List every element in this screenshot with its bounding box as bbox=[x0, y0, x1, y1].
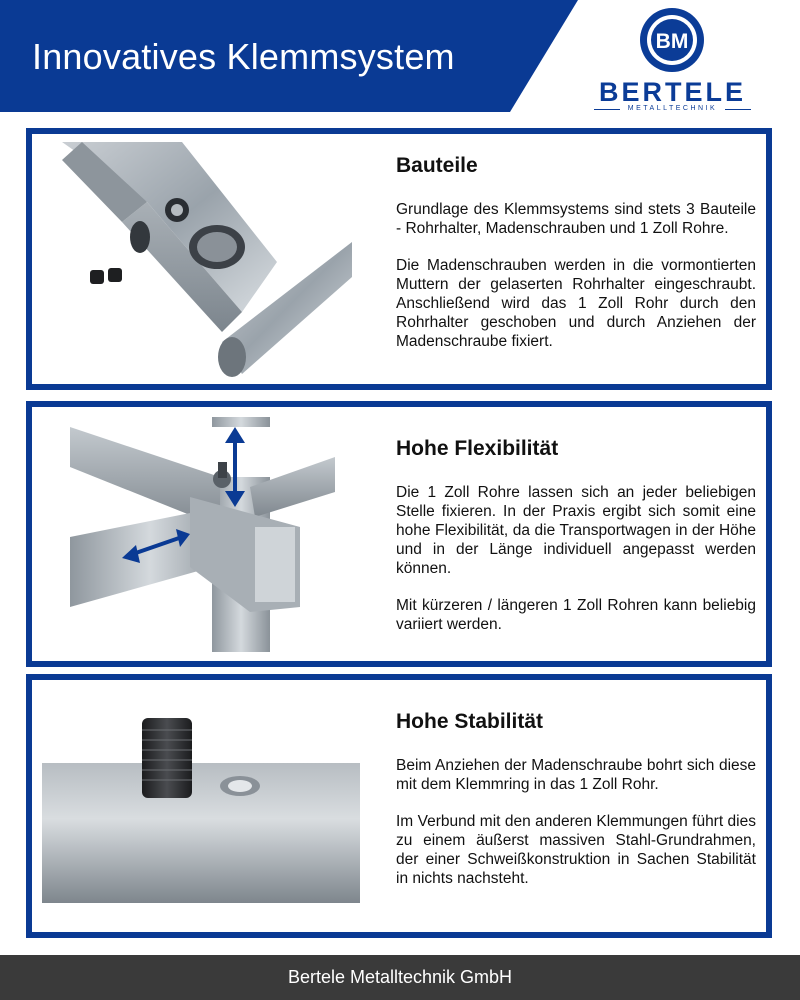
set-screw-photo bbox=[42, 708, 360, 908]
section-paragraph: Mit kürzeren / längeren 1 Zoll Rohren kann beliebig variiert werden. bbox=[396, 597, 756, 633]
footer-company-name: Bertele Metalltechnik GmbH bbox=[287, 967, 513, 987]
section-title: Hohe Flexibilität bbox=[396, 437, 559, 460]
section-card-flexibilitaet bbox=[26, 401, 772, 667]
tube-holder-photo bbox=[52, 142, 352, 377]
logo-name: BERTELE bbox=[598, 77, 746, 107]
company-logo bbox=[590, 6, 755, 114]
section-card-bauteile bbox=[26, 128, 772, 390]
section-paragraph: Grundlage des Klemmsystems sind stets 3 Bauteile - Rohrhalter, Madenschrauben und 1 Zoll Rohre. bbox=[396, 201, 756, 237]
section-title: Hohe Stabilität bbox=[396, 710, 544, 733]
footer bbox=[0, 955, 800, 1000]
logo-monogram-icon bbox=[590, 6, 755, 78]
page-title: Innovatives Klemmsystem bbox=[32, 36, 455, 77]
section-paragraph: Im Verbund mit den anderen Klemmungen führt dies zu einem äußerst massiven Stahl-Grundrahmen, der einer Schweißkonstruktion in Sachen Stabilität in nichts nachsteht. bbox=[396, 813, 756, 887]
logo-subtitle: METALLTECHNIK bbox=[627, 105, 718, 112]
logo-divider bbox=[725, 109, 751, 110]
logo-monogram: BM bbox=[655, 30, 689, 53]
section-text bbox=[396, 154, 756, 369]
clamp-assembly-photo bbox=[70, 417, 335, 652]
section-card-stabilitaet bbox=[26, 674, 772, 938]
section-text bbox=[396, 710, 756, 906]
section-title: Bauteile bbox=[396, 154, 478, 177]
section-paragraph: Beim Anziehen der Madenschraube bohrt sich diese mit dem Klemmring in das 1 Zoll Rohr. bbox=[396, 757, 756, 793]
section-paragraph: Die Madenschrauben werden in die vormontierten Muttern der gelaserten Rohrhalter eingeschraubt. Anschließend wird das 1 Zoll Rohr durch den Rohrhalter geschoben und durch Anziehen der Madenschraube fixiert. bbox=[396, 257, 756, 350]
section-paragraph: Die 1 Zoll Rohre lassen sich an jeder beliebigen Stelle fixieren. In der Praxis ergibt sich somit eine hohe Flexibilität, da die Transportwagen in der Höhe und in der Länge individuell angepasst werden können. bbox=[396, 484, 756, 577]
section-text bbox=[396, 437, 756, 652]
